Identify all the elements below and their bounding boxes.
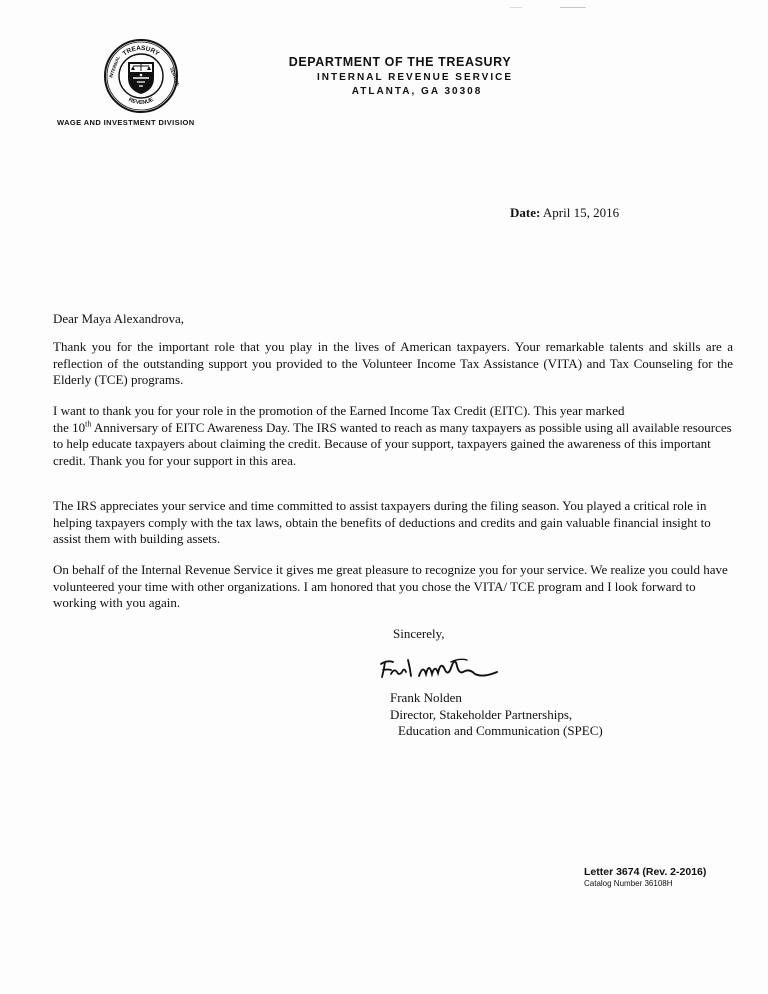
agency-name: INTERNAL REVENUE SERVICE — [317, 72, 513, 83]
signer-title-continued: Education and Communication (SPEC) — [398, 723, 603, 739]
signer-title: Director, Stakeholder Partnerships, — [390, 706, 573, 722]
date-label: Date: — [510, 205, 541, 220]
paragraph-4: On behalf of the Internal Revenue Service it gives me great pleasure to recognize you for your service. We realize you could have volunteered your time with other organizations. I am honored that you chose the VITA/ TCE program and I look forward to working with you again. — [53, 562, 728, 611]
scan-artifact — [510, 7, 522, 8]
handwritten-signature-icon — [377, 650, 507, 686]
signer-block — [390, 690, 603, 740]
ordinal-suffix: th — [85, 419, 92, 429]
agency-address: ATLANTA, GA 30308 — [351, 86, 483, 97]
seal-text-right: SERVICE — [169, 66, 179, 87]
date-value: April 15, 2016 — [542, 205, 620, 220]
signer-name: Frank Nolden — [390, 690, 462, 705]
svg-text:TREASURY — [122, 45, 161, 58]
form-footer — [584, 866, 706, 888]
valediction: Sincerely, — [393, 626, 445, 641]
catalog-number: Catalog Number 36108H — [584, 879, 673, 888]
division-name: WAGE AND INVESTMENT DIVISION — [57, 118, 195, 127]
paragraph-2-rest: Anniversary of EITC Awareness Day. The IRS wanted to reach as many taxpayers as possible using all available resources to help educate taxpayers about claiming the credit. Because of your support, taxpayers gained the awareness of this important credit. Thank you for your support in this area. — [53, 419, 732, 468]
treasury-seal-icon — [103, 38, 179, 114]
seal-text-bottom: REVENUE — [127, 96, 155, 107]
paragraph-2 — [53, 403, 733, 469]
paragraph-1: Thank you for the important role that you play in the lives of American taxpayers. Your remarkable talents and skills are a reflection of the outstanding support you provided to the Volunteer Income Tax Assistance (VITA) and Tax Counseling for the Elderly (TCE) programs. — [53, 339, 733, 388]
letter-number: Letter 3674 (Rev. 2-2016) — [584, 866, 707, 878]
salutation: Dear Maya Alexandrova, — [53, 311, 185, 326]
paragraph-3: The IRS appreciates your service and time committed to assist taxpayers during the filing season. You played a critical role in helping taxpayers comply with the tax laws, obtain the benefits of deductions and credits and gain valuable financial insight to assist them with building assets. — [53, 498, 711, 547]
seal-text-top: TREASURY — [121, 44, 161, 58]
scan-artifact — [560, 7, 586, 8]
paragraph-2-line-1: I want to thank you for your role in the promotion of the Earned Income Tax Credit (EITC). This year marked — [53, 403, 625, 418]
letter-date — [510, 205, 619, 221]
letterhead — [276, 55, 524, 97]
seal-text-left: INTERNAL — [108, 55, 121, 79]
paragraph-2-text: the 10 — [53, 419, 86, 435]
department-name: DEPARTMENT OF THE TREASURY — [288, 55, 512, 69]
